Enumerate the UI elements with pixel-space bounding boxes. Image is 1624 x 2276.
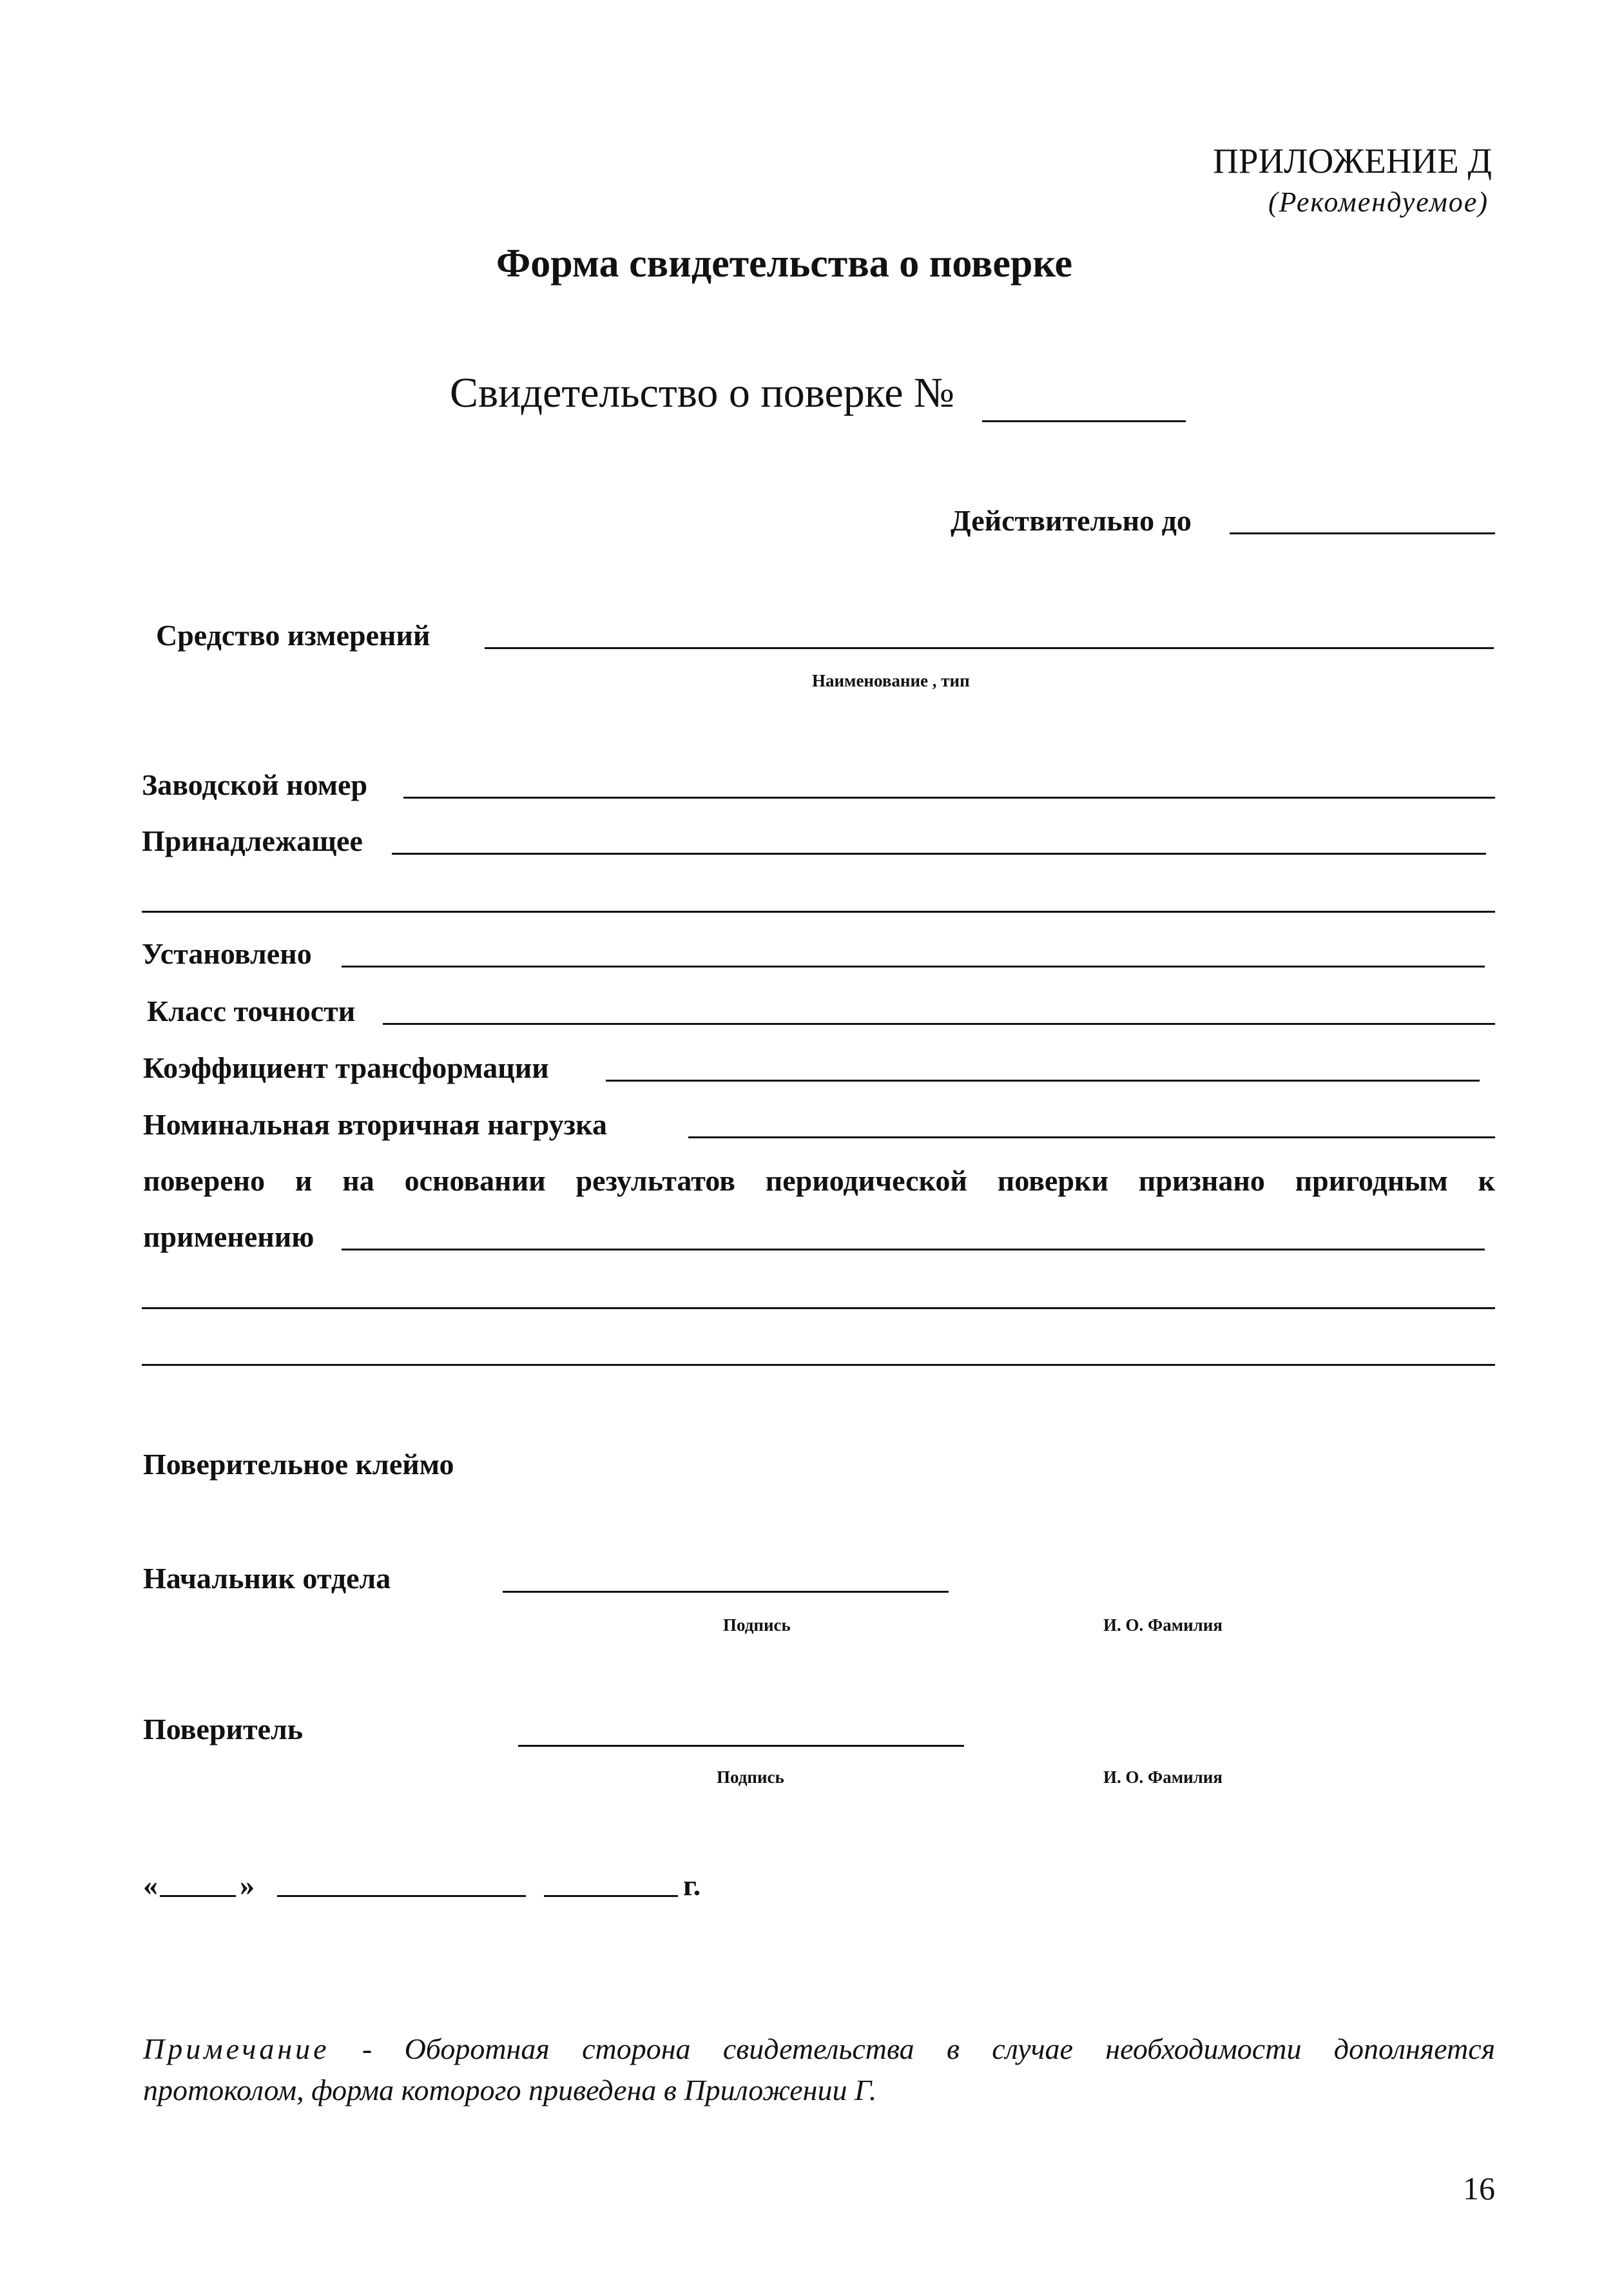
instrument-caption: Наименование , тип: [812, 671, 970, 690]
certificate-heading: Свидетельство о поверке №: [450, 369, 954, 416]
head-signature-caption: Подпись: [723, 1615, 791, 1635]
date-month-field[interactable]: [277, 1895, 526, 1897]
installed-label: Установлено: [142, 937, 312, 970]
conclusion-field[interactable]: [342, 1249, 1485, 1250]
burden-label: Номинальная вторичная нагрузка: [143, 1108, 607, 1141]
accuracy-label: Класс точности: [147, 995, 356, 1027]
conclusion-field-extra-1[interactable]: [142, 1307, 1495, 1309]
date-close-quote: »: [240, 1869, 255, 1902]
note-text-line1: - Оборотная сторона свидетельства в случае необходимости дополняется: [329, 2032, 1495, 2065]
burden-field[interactable]: [688, 1136, 1495, 1138]
verifier-label: Поверитель: [143, 1713, 304, 1746]
accuracy-field[interactable]: [383, 1023, 1495, 1025]
owner-field-continuation[interactable]: [142, 911, 1495, 913]
owner-field[interactable]: [392, 853, 1486, 855]
head-name-caption: И. О. Фамилия: [1103, 1615, 1223, 1635]
conclusion-text-line2: применению: [143, 1220, 314, 1253]
page-number: 16: [1463, 2170, 1495, 2206]
form-title: Форма свидетельства о поверке: [496, 242, 1073, 286]
valid-until-field[interactable]: [1230, 532, 1495, 534]
verifier-signature-field[interactable]: [518, 1745, 964, 1747]
head-signature-field[interactable]: [503, 1591, 949, 1593]
certificate-number-field[interactable]: [982, 420, 1186, 422]
conclusion-text-line1: поверено и на основании результатов периодической поверки признано пригодным к: [143, 1164, 1495, 1197]
installed-field[interactable]: [342, 966, 1485, 968]
appendix-label: ПРИЛОЖЕНИЕ Д: [1213, 141, 1492, 180]
date-open-quote: «: [143, 1869, 158, 1902]
head-label: Начальник отдела: [143, 1562, 391, 1595]
date-year-suffix: г.: [683, 1869, 701, 1902]
verifier-signature-caption: Подпись: [717, 1767, 784, 1787]
conclusion-field-extra-2[interactable]: [142, 1364, 1495, 1366]
valid-until-label: Действительно до: [951, 504, 1192, 537]
recommended-label: (Рекомендуемое): [1268, 186, 1489, 218]
note-label: Примечание: [143, 2032, 330, 2065]
date-day-field[interactable]: [160, 1895, 236, 1897]
note-line1: [143, 2034, 1495, 2064]
ratio-label: Коэффициент трансформации: [143, 1051, 549, 1084]
instrument-label: Средство измерений: [156, 619, 430, 652]
verifier-name-caption: И. О. Фамилия: [1103, 1767, 1223, 1787]
instrument-field[interactable]: [485, 647, 1494, 649]
date-year-field[interactable]: [544, 1895, 678, 1897]
serial-label: Заводской номер: [142, 768, 368, 801]
note-line2: протоколом, форма которого приведена в Приложении Г.: [143, 2074, 877, 2106]
stamp-label: Поверительное клеймо: [143, 1448, 454, 1481]
ratio-field[interactable]: [606, 1080, 1480, 1082]
serial-field[interactable]: [403, 797, 1495, 799]
owner-label: Принадлежащее: [142, 824, 363, 857]
